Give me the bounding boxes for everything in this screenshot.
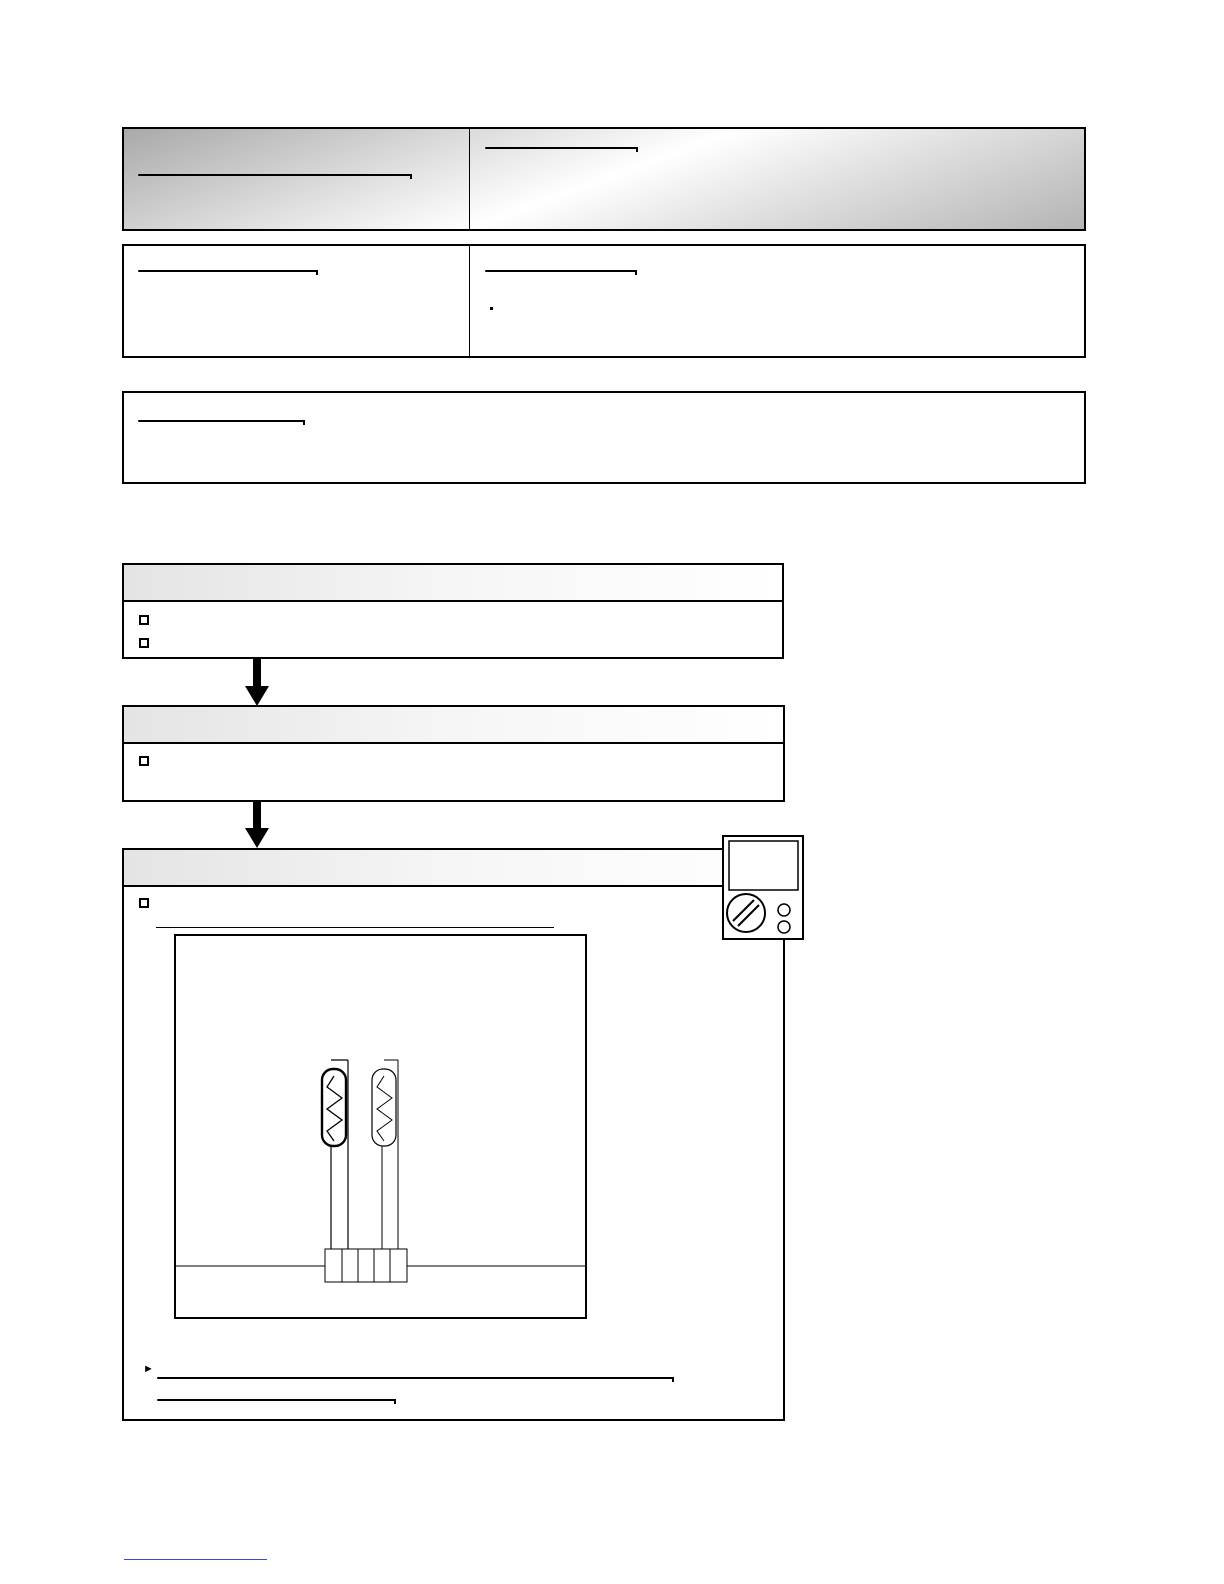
flow-step-1 [122, 563, 784, 659]
row2-left-label-underline [138, 270, 317, 272]
header-left-title-underline [138, 174, 411, 176]
note-marker: ► [143, 1363, 154, 1375]
flow-step-1-header [124, 565, 782, 602]
flow-step-2-header [124, 707, 783, 744]
checkbox-icon[interactable] [139, 615, 149, 625]
checkbox-icon[interactable] [139, 756, 149, 766]
row2-bullet [490, 307, 493, 310]
thermistor-icon [322, 1060, 348, 1249]
down-arrow-icon [243, 658, 271, 707]
header-right-title-underline [485, 147, 637, 149]
flow-step-3-header [124, 850, 783, 887]
checkbox-icon[interactable] [139, 898, 149, 908]
wiring-diagram [174, 934, 587, 1319]
note-line-1 [157, 1377, 673, 1379]
down-arrow-icon [243, 801, 271, 849]
multimeter-icon [722, 835, 804, 940]
thermistor-diagram [176, 936, 585, 1317]
flow-step-3-item-underline [156, 927, 554, 928]
header-row-3 [122, 391, 1086, 484]
checkbox-icon[interactable] [139, 638, 149, 648]
thermistor-icon [372, 1060, 398, 1249]
header-row-1 [122, 127, 1086, 231]
footer-link[interactable] [124, 1559, 267, 1560]
row3-label-underline [138, 420, 304, 422]
flow-step-2 [122, 705, 785, 802]
connector-icon [325, 1249, 407, 1282]
row2-right-label-underline [485, 270, 636, 272]
note-line-2 [157, 1399, 395, 1401]
header-row-2 [122, 244, 1086, 358]
